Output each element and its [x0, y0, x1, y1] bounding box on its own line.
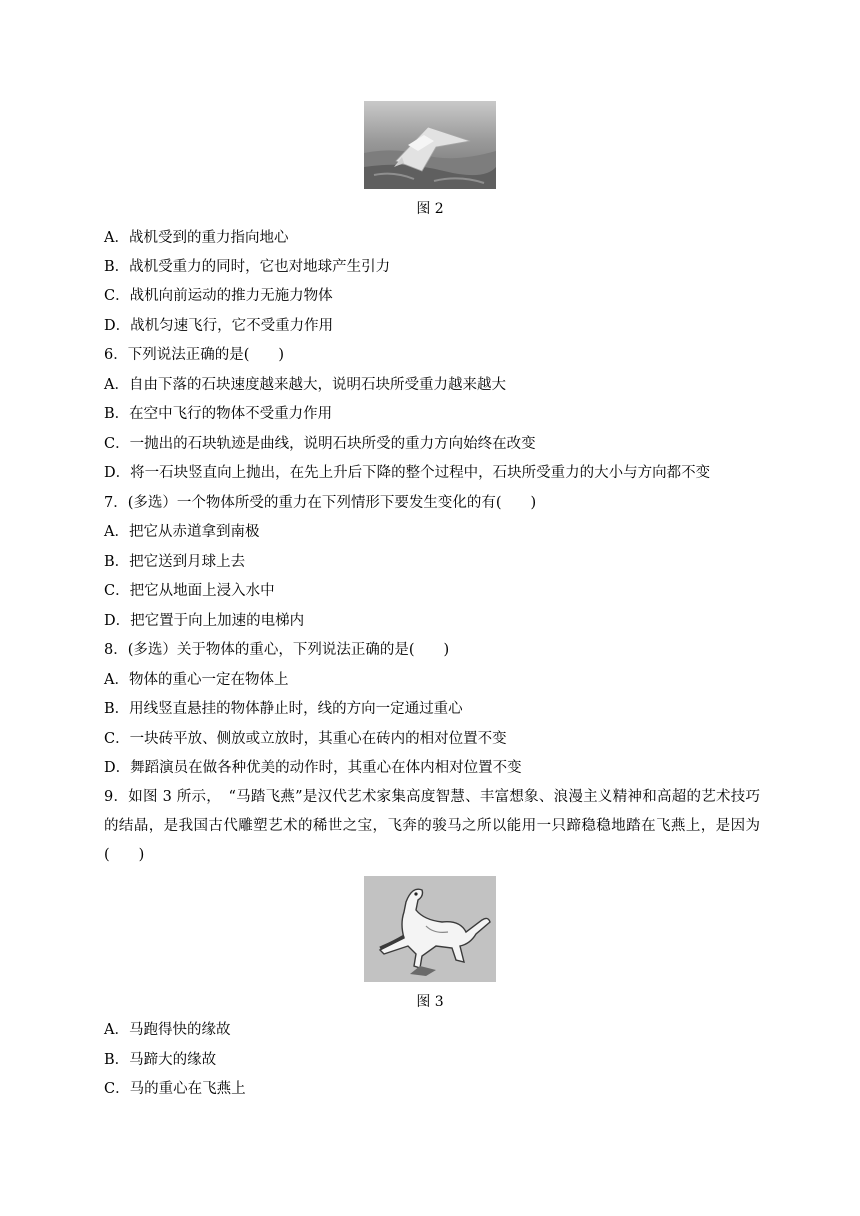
q5-option-a: A．战机受到的重力指向地心 — [104, 230, 289, 246]
q9-stem: 9．如图 3 所示， “马踏飞燕”是汉代艺术家集高度智慧、丰富想象、浪漫主义精神和高超的艺术技巧的结晶，是我国古代雕塑艺术的稀世之宝，飞奔的骏马之所以能用一只蹄稳稳地踏在飞燕上，是因为( ) — [104, 789, 760, 863]
q6-option-c: C．一抛出的石块轨迹是曲线，说明石块所受的重力方向始终在改变 — [104, 436, 536, 452]
q9-option-b: B．马蹄大的缘故 — [104, 1052, 217, 1068]
q7-option-b: B．把它送到月球上去 — [104, 554, 246, 570]
q8-stem: 8．(多选）关于物体的重心，下列说法正确的是( ) — [104, 642, 450, 658]
q7-option-d: D．把它置于向上加速的电梯内 — [104, 613, 305, 629]
q9-option-a: A．马跑得快的缘故 — [104, 1022, 231, 1038]
q7-option-a: A．把它从赤道拿到南极 — [104, 524, 260, 540]
q5-option-c: C．战机向前运动的推力无施力物体 — [104, 288, 333, 304]
galloping-horse-bronze-icon — [364, 876, 496, 982]
q6-option-a: A．自由下落的石块速度越来越大，说明石块所受重力越来越大 — [104, 377, 506, 393]
q9-option-c: C．马的重心在飞燕上 — [104, 1081, 246, 1097]
stealth-fighter-jet-icon — [364, 101, 496, 189]
q8-option-b: B．用线竖直悬挂的物体静止时，线的方向一定通过重心 — [104, 701, 463, 717]
q5-option-d: D．战机匀速飞行，它不受重力作用 — [104, 318, 334, 334]
q6-option-d: D．将一石块竖直向上抛出，在先上升后下降的整个过程中，石块所受重力的大小与方向都不变 — [104, 465, 711, 481]
q8-option-a: A．物体的重心一定在物体上 — [104, 672, 289, 688]
q8-option-c: C．一块砖平放、侧放或立放时，其重心在砖内的相对位置不变 — [104, 731, 507, 747]
q8-option-d: D．舞蹈演员在做各种优美的动作时，其重心在体内相对位置不变 — [104, 760, 522, 776]
q6-stem: 6．下列说法正确的是( ) — [104, 347, 285, 363]
q7-option-c: C．把它从地面上浸入水中 — [104, 583, 275, 599]
figure-3-caption: 图 3 — [416, 994, 444, 1010]
figure-3-horse-photo — [364, 876, 496, 982]
q5-option-b: B．战机受重力的同时，它也对地球产生引力 — [104, 259, 391, 275]
figure-2-caption: 图 2 — [416, 201, 444, 217]
q6-option-b: B．在空中飞行的物体不受重力作用 — [104, 406, 333, 422]
q7-stem: 7．(多选）一个物体所受的重力在下列情形下要发生变化的有( ) — [104, 495, 537, 511]
figure-2-fighter-jet-photo — [364, 101, 496, 189]
